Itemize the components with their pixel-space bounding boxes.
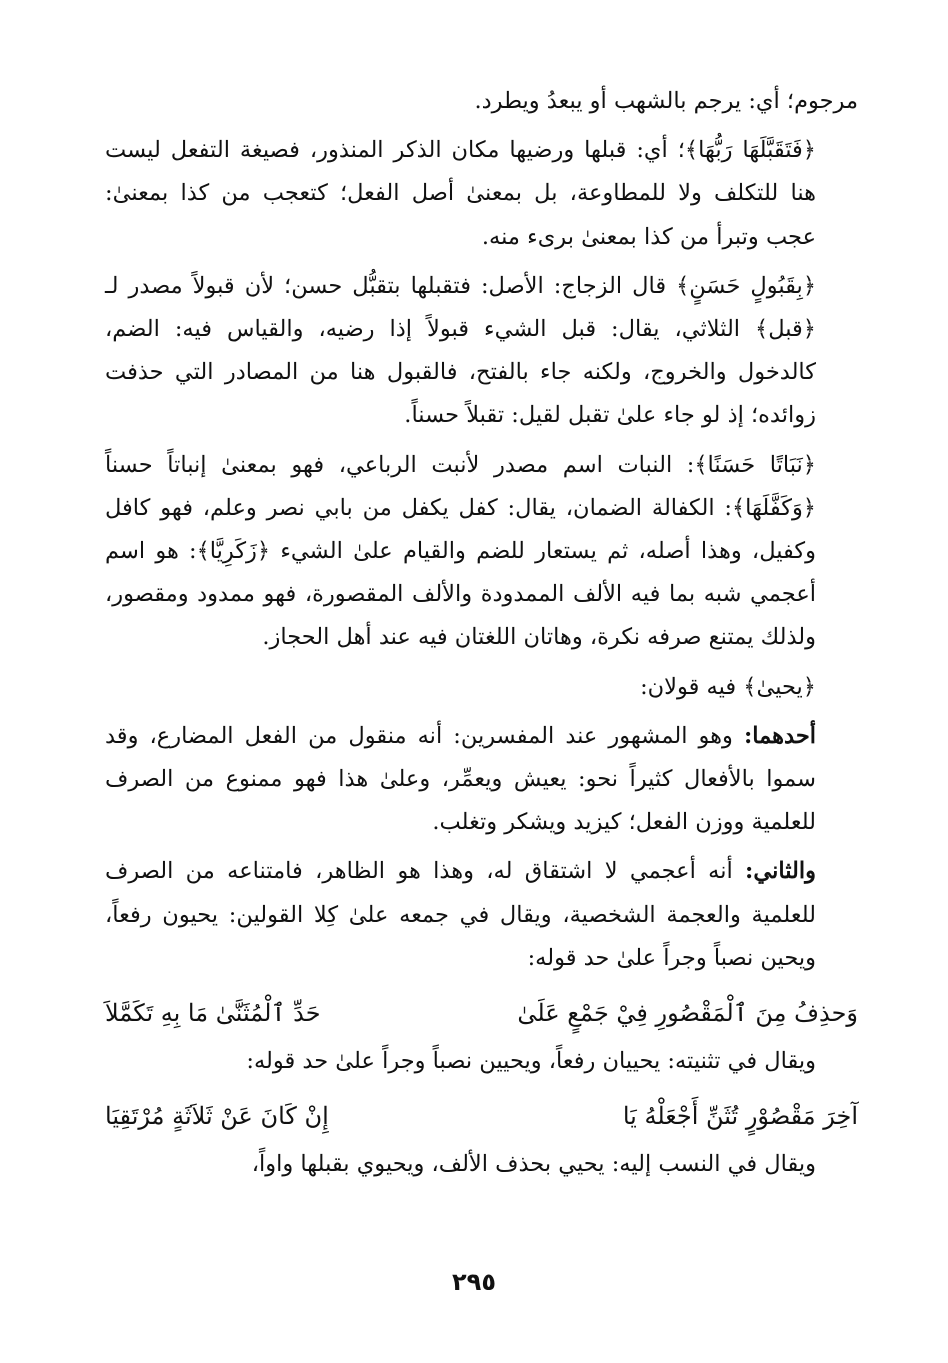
paragraph-6-lead: أحدهما: — [743, 722, 816, 749]
paragraph-2 — [105, 129, 858, 259]
paragraph-5 — [105, 666, 858, 709]
paragraph-after-verse-1 — [105, 1040, 858, 1083]
paragraph-after-verse-2 — [105, 1143, 858, 1186]
page-body — [105, 80, 858, 1192]
page-number: ٢٩٥ — [452, 1268, 496, 1296]
after-verse-1-text: ويقال في تثنيته: يحييان رفعاً، ويحيين نصباً وجراً علىٰ حد قوله: — [246, 1048, 816, 1075]
paragraph-4-text: ﴿نَبَاتًا حَسَنًا﴾: النبات اسم مصدر لأنبت الرباعي، فهو بمعنىٰ إنباتاً حسناً ﴿وَكَفَّلَهَا﴾: الكفالة الضمان، يقال: كفل يكفل من بابي نصر وعلم، فهو كافل وكفيل، وهذا أصله، ثم يستعار للضم والقيام علىٰ الشيء ﴿زَكَرِيَّا﴾: هو اسم أعجمي شبه بما فيه الألف الممدودة والألف المقصورة، فهو ممدود ومقصور، ولذلك يمتنع صرفه نكرة، وهاتان اللغتان فيه عند أهل الحجاز. — [105, 451, 816, 651]
paragraph-6-text: وهو المشهور عند المفسرين: أنه منقول من الفعل المضارع، وقد سموا بالأفعال كثيراً نحو: يعيش ويعمِّر، وعلىٰ هذا فهو ممنوع من الصرف للعلمية ووزن الفعل؛ كيزيد ويشكر وتغلب. — [105, 722, 816, 836]
paragraph-7 — [105, 850, 858, 980]
paragraph-7-text: أنه أعجمي لا اشتقاق له، وهذا هو الظاهر، فامتناعه من الصرف للعلمية والعجمة الشخصية، ويقال في جمعه علىٰ كِلا القولين: يحيون رفعاً، ويحين نصباً وجراً علىٰ حد قوله: — [105, 858, 816, 971]
paragraph-3 — [105, 265, 858, 438]
verse-2-first-hemistich: آخِرَ مَقْصُوْرٍ تُثَنِّ أَجْعَلْهُ يَا — [622, 1102, 858, 1131]
after-verse-2-text: ويقال في النسب إليه: يحيي بحذف الألف، ويحيوي بقبلها واواً، — [251, 1151, 816, 1178]
paragraph-4 — [105, 444, 858, 660]
verse-1-second-hemistich: حَدِّ ٱلْمُثَنَّىٰ مَا بِهِ تَكَمَّلاَ — [105, 999, 321, 1028]
verse-1-first-hemistich: وَحذِفُ مِنَ ٱلْمَقْصُورِ فِيْ جَمْعٍ عَلَىٰ — [517, 999, 858, 1028]
paragraph-1-text: مرجوم؛ أي: يرجم بالشهب أو يبعدُ ويطرد. — [474, 88, 858, 114]
paragraph-7-lead: والثاني: — [745, 858, 816, 885]
paragraph-5-text: ﴿يحيىٰ﴾ فيه قولان: — [640, 673, 816, 700]
verse-2-second-hemistich: إِنْ كَانَ عَنْ ثَلاَثَةٍ مُرْتَقِيَا — [105, 1102, 329, 1131]
verse-2 — [105, 1089, 858, 1143]
paragraph-1 — [105, 80, 858, 123]
paragraph-2-text: ﴿فَتَقَبَّلَهَا رَبُّهَا﴾؛ أي: قبلها ورضيها مكان الذكر المنذور، فصيغة التفعل ليست هنا للتكلف ولا للمطاوعة، بل بمعنىٰ أصل الفعل؛ كتعجب من كذا بمعنىٰ: عجب وتبرأ من كذا بمعنىٰ برىء منه. — [105, 137, 816, 250]
paragraph-6 — [105, 715, 858, 845]
paragraph-3-text: ﴿بِقَبُولٍ حَسَنٍ﴾ قال الزجاج: الأصل: فتقبلها بتقبُّل حسن؛ لأن قبولاً مصدر لـ ﴿قبل﴾ الثلاثي، يقال: قبل الشيء قبولاً إذا رضيه، والقياس فيه: الضم، كالدخول والخروج، ولكنه جاء بالفتح، فالقبول هنا من المصادر التي حذفت زوائده؛ إذ لو جاء علىٰ تقبل لقيل: تقبلاً حسناً. — [105, 272, 816, 429]
verse-1 — [105, 986, 858, 1040]
